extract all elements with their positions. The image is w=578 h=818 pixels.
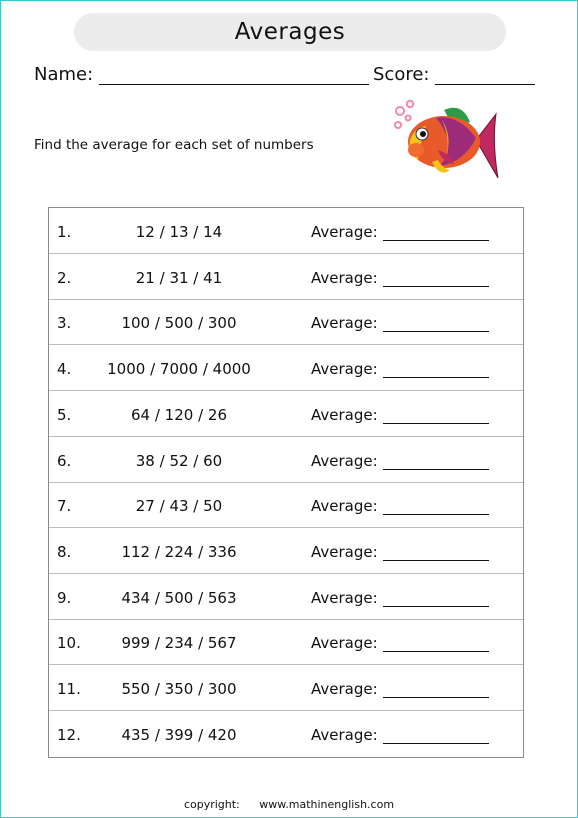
number-set: 112 / 224 / 336 — [121, 542, 237, 561]
average-label: Average: — [311, 497, 378, 516]
average-answer-blank[interactable] — [383, 469, 489, 470]
problem-number: 3. — [57, 314, 72, 333]
average-label: Average: — [311, 405, 378, 424]
average-answer-blank[interactable] — [383, 697, 489, 698]
average-label: Average: — [311, 314, 378, 333]
average-answer-blank[interactable] — [383, 560, 489, 561]
number-set: 100 / 500 / 300 — [121, 314, 237, 333]
problem-row — [49, 665, 523, 711]
average-answer-blank[interactable] — [383, 240, 489, 241]
problem-number: 8. — [57, 542, 72, 561]
problem-number: 1. — [57, 223, 72, 241]
average-label: Average: — [311, 634, 378, 653]
number-set: 999 / 234 / 567 — [121, 634, 237, 653]
average-label: Average: — [311, 542, 378, 561]
problems-table — [48, 207, 524, 758]
site-link[interactable]: www.mathinenglish.com — [259, 798, 395, 811]
average-answer-blank[interactable] — [383, 423, 489, 424]
average-answer-blank[interactable] — [383, 743, 489, 744]
average-answer-blank[interactable] — [383, 286, 489, 287]
problem-number: 4. — [57, 360, 72, 379]
problem-row — [49, 574, 523, 620]
average-answer-blank[interactable] — [383, 377, 489, 378]
number-set: 435 / 399 / 420 — [121, 725, 237, 744]
footer — [0, 798, 578, 811]
average-label: Average: — [311, 451, 378, 470]
score-label: Score: — [373, 64, 430, 85]
fish-icon — [392, 98, 502, 188]
average-label: Average: — [311, 360, 378, 379]
number-set: 434 / 500 / 563 — [121, 588, 237, 607]
average-answer-blank[interactable] — [383, 651, 489, 652]
average-answer-blank[interactable] — [383, 514, 489, 515]
problem-row — [49, 437, 523, 483]
problem-number: 5. — [57, 405, 72, 424]
name-blank[interactable] — [99, 66, 369, 85]
problem-number: 7. — [57, 497, 72, 516]
problem-number: 11. — [57, 680, 81, 698]
problem-row — [49, 391, 523, 437]
number-set: 12 / 13 / 14 — [135, 223, 223, 241]
score-blank[interactable] — [435, 66, 535, 85]
number-set: 1000 / 7000 / 4000 — [107, 360, 251, 379]
name-field[interactable] — [34, 64, 369, 85]
problem-row — [49, 208, 523, 254]
problem-row — [49, 528, 523, 574]
number-set: 21 / 31 / 41 — [135, 268, 223, 287]
title-text: Averages — [234, 19, 346, 45]
average-label: Average: — [311, 223, 378, 241]
problem-number: 6. — [57, 451, 72, 470]
problem-row — [49, 299, 523, 345]
problem-row — [49, 711, 523, 756]
page-title — [74, 13, 506, 51]
problem-number: 2. — [57, 268, 72, 287]
average-label: Average: — [311, 588, 378, 607]
average-answer-blank[interactable] — [383, 606, 489, 607]
number-set: 550 / 350 / 300 — [121, 680, 237, 698]
instructions: Find the average for each set of numbers — [34, 137, 314, 153]
problem-row — [49, 345, 523, 391]
average-label: Average: — [311, 680, 378, 698]
average-answer-blank[interactable] — [383, 331, 489, 332]
problem-number: 9. — [57, 588, 72, 607]
copyright-label: copyright: — [183, 798, 240, 811]
score-field[interactable] — [373, 64, 535, 85]
problem-number: 12. — [57, 725, 81, 744]
average-label: Average: — [311, 268, 378, 287]
problem-row — [49, 619, 523, 665]
problem-row — [49, 254, 523, 300]
number-set: 64 / 120 / 26 — [131, 405, 227, 424]
number-set: 27 / 43 / 50 — [135, 497, 223, 516]
average-label: Average: — [311, 725, 378, 744]
problem-row — [49, 482, 523, 528]
name-label: Name: — [34, 64, 94, 85]
problem-number: 10. — [57, 634, 81, 653]
number-set: 38 / 52 / 60 — [135, 451, 223, 470]
